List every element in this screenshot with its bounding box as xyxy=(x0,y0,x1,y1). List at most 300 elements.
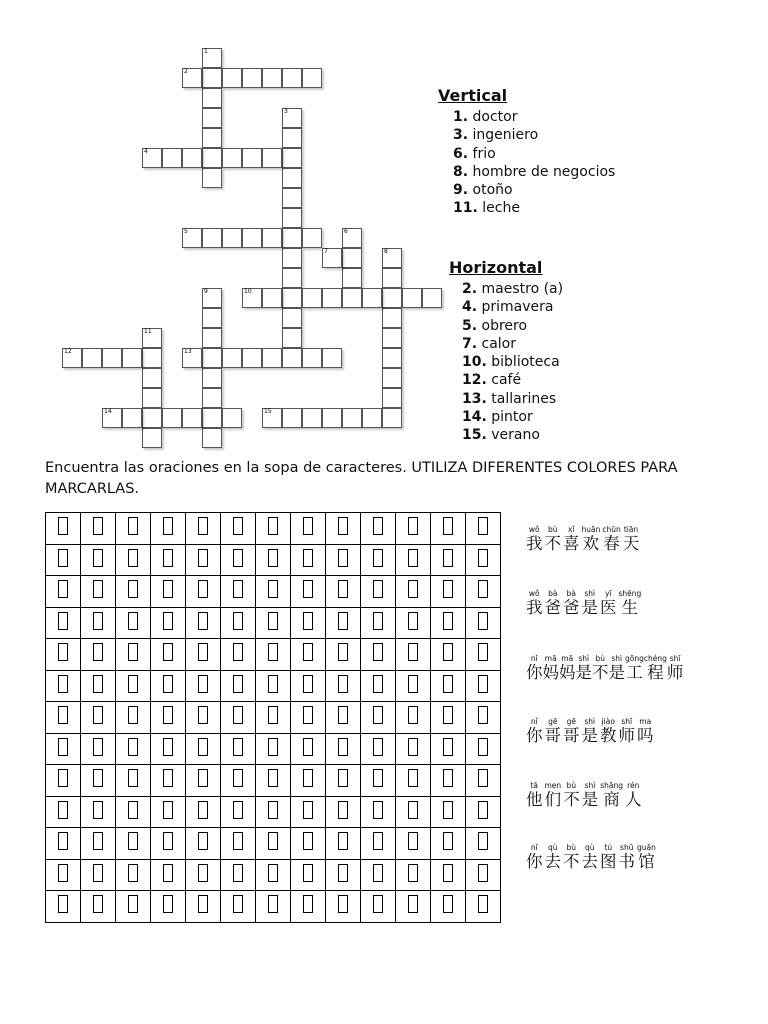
word-search-cell[interactable] xyxy=(256,639,291,671)
word-search-cell[interactable] xyxy=(46,859,81,891)
word-search-cell[interactable] xyxy=(396,796,431,828)
crossword-cell[interactable] xyxy=(202,128,222,148)
missing-glyph-icon xyxy=(408,580,418,598)
crossword-cell[interactable] xyxy=(202,88,222,108)
word-search-cell[interactable] xyxy=(326,733,361,765)
word-search-cell[interactable] xyxy=(396,576,431,608)
crossword-cell[interactable] xyxy=(222,348,242,368)
word-search-cell[interactable] xyxy=(466,702,501,734)
word-search-cell[interactable] xyxy=(361,765,396,797)
word-search-cell[interactable] xyxy=(221,607,256,639)
crossword-cell[interactable] xyxy=(202,328,222,348)
word-search-cell[interactable] xyxy=(186,733,221,765)
crossword-cell[interactable] xyxy=(382,388,402,408)
word-search-cell[interactable] xyxy=(431,828,466,860)
crossword-cell[interactable] xyxy=(382,308,402,328)
crossword-cell[interactable] xyxy=(142,328,162,348)
crossword-cell[interactable] xyxy=(282,248,302,268)
hanzi: 是 xyxy=(575,663,592,682)
word-search-cell[interactable] xyxy=(151,859,186,891)
word-search-cell[interactable] xyxy=(291,765,326,797)
word-search-cell[interactable] xyxy=(81,702,116,734)
crossword-cell[interactable] xyxy=(282,288,302,308)
word-search-cell[interactable] xyxy=(116,828,151,860)
word-search-cell[interactable] xyxy=(361,607,396,639)
word-search-cell[interactable] xyxy=(81,513,116,545)
crossword-cell[interactable] xyxy=(302,68,322,88)
crossword-cell[interactable] xyxy=(242,68,262,88)
word-search-cell[interactable] xyxy=(116,544,151,576)
word-search-cell[interactable] xyxy=(466,796,501,828)
word-search-cell[interactable] xyxy=(431,670,466,702)
crossword-cell[interactable] xyxy=(282,408,302,428)
clue-text: doctor xyxy=(468,109,518,125)
crossword-cell[interactable] xyxy=(342,248,362,268)
word-search-cell[interactable] xyxy=(186,576,221,608)
word-search-cell[interactable] xyxy=(361,733,396,765)
crossword-cell[interactable] xyxy=(162,148,182,168)
word-search-cell[interactable] xyxy=(116,765,151,797)
missing-glyph-icon xyxy=(303,517,313,535)
crossword-cell[interactable] xyxy=(142,368,162,388)
word-search-cell[interactable] xyxy=(361,670,396,702)
word-search-cell[interactable] xyxy=(291,607,326,639)
word-search-cell[interactable] xyxy=(151,607,186,639)
pinyin: shāng xyxy=(600,781,623,790)
word-search-cell[interactable] xyxy=(81,796,116,828)
word-search-cell[interactable] xyxy=(291,859,326,891)
word-search-cell[interactable] xyxy=(466,513,501,545)
word-search-cell[interactable] xyxy=(326,576,361,608)
word-search-cell[interactable] xyxy=(221,859,256,891)
crossword-cell[interactable] xyxy=(342,408,362,428)
crossword-clue-number: 9 xyxy=(204,288,208,295)
word-search-cell[interactable] xyxy=(221,544,256,576)
crossword-cell[interactable] xyxy=(242,288,262,308)
crossword-cell[interactable] xyxy=(102,408,122,428)
word-search-cell[interactable] xyxy=(186,702,221,734)
word-search-cell[interactable] xyxy=(326,859,361,891)
crossword-cell[interactable] xyxy=(382,408,402,428)
word-search-cell[interactable] xyxy=(151,576,186,608)
word-search-row xyxy=(46,544,501,576)
word-search-cell[interactable] xyxy=(151,670,186,702)
word-search-cell[interactable] xyxy=(46,576,81,608)
word-search-cell[interactable] xyxy=(326,513,361,545)
word-search-cell[interactable] xyxy=(326,828,361,860)
word-search-cell[interactable] xyxy=(221,576,256,608)
clue-item xyxy=(438,199,615,217)
word-search-cell[interactable] xyxy=(326,765,361,797)
crossword-cell[interactable] xyxy=(362,288,382,308)
word-search-cell[interactable] xyxy=(221,891,256,923)
word-search-cell[interactable] xyxy=(361,513,396,545)
crossword-cell[interactable] xyxy=(202,68,222,88)
word-search-cell[interactable] xyxy=(46,765,81,797)
crossword-cell[interactable] xyxy=(302,228,322,248)
word-search-cell[interactable] xyxy=(361,859,396,891)
word-search-cell[interactable] xyxy=(81,891,116,923)
crossword-cell[interactable] xyxy=(182,68,202,88)
word-search-cell[interactable] xyxy=(116,513,151,545)
crossword-cell[interactable] xyxy=(242,348,262,368)
crossword-cell[interactable] xyxy=(382,328,402,348)
missing-glyph-icon xyxy=(198,895,208,913)
word-search-cell[interactable] xyxy=(81,607,116,639)
word-search-cell[interactable] xyxy=(361,828,396,860)
word-search-cell[interactable] xyxy=(46,513,81,545)
crossword-cell[interactable] xyxy=(262,408,282,428)
crossword-cell[interactable] xyxy=(202,168,222,188)
word-search-cell[interactable] xyxy=(396,639,431,671)
sentence-word xyxy=(563,843,580,872)
word-search-cell[interactable] xyxy=(291,670,326,702)
word-search-cell[interactable] xyxy=(291,891,326,923)
crossword-cell[interactable] xyxy=(202,48,222,68)
missing-glyph-icon xyxy=(198,801,208,819)
crossword-cell[interactable] xyxy=(402,288,422,308)
crossword-cell[interactable] xyxy=(222,148,242,168)
crossword-cell[interactable] xyxy=(82,348,102,368)
word-search-cell[interactable] xyxy=(361,639,396,671)
crossword-cell[interactable] xyxy=(362,408,382,428)
clue-number: 4. xyxy=(462,299,478,316)
sentence-word xyxy=(625,654,644,683)
word-search-cell[interactable] xyxy=(291,796,326,828)
word-search-cell[interactable] xyxy=(151,765,186,797)
crossword-cell[interactable] xyxy=(282,168,302,188)
crossword-cell[interactable] xyxy=(142,148,162,168)
crossword-cell[interactable] xyxy=(202,308,222,328)
word-search-cell[interactable] xyxy=(466,765,501,797)
crossword-cell[interactable] xyxy=(262,148,282,168)
word-search-cell[interactable] xyxy=(81,859,116,891)
word-search-cell[interactable] xyxy=(361,544,396,576)
word-search-cell[interactable] xyxy=(291,702,326,734)
crossword-cell[interactable] xyxy=(322,248,342,268)
word-search-cell[interactable] xyxy=(326,796,361,828)
word-search-cell[interactable] xyxy=(431,576,466,608)
missing-glyph-icon xyxy=(128,801,138,819)
word-search-cell[interactable] xyxy=(221,639,256,671)
missing-glyph-icon xyxy=(408,549,418,567)
word-search-cell[interactable] xyxy=(186,670,221,702)
missing-glyph-icon xyxy=(443,643,453,661)
word-search-cell[interactable] xyxy=(186,544,221,576)
word-search-cell[interactable] xyxy=(431,859,466,891)
word-search-cell[interactable] xyxy=(116,891,151,923)
hanzi: 商 xyxy=(603,790,620,809)
word-search-cell[interactable] xyxy=(221,702,256,734)
word-search-cell[interactable] xyxy=(81,733,116,765)
word-search-cell[interactable] xyxy=(291,544,326,576)
word-search-cell[interactable] xyxy=(116,796,151,828)
missing-glyph-icon xyxy=(408,864,418,882)
word-search-cell[interactable] xyxy=(431,544,466,576)
word-search-cell[interactable] xyxy=(466,670,501,702)
word-search-cell[interactable] xyxy=(396,859,431,891)
word-search-cell[interactable] xyxy=(361,796,396,828)
crossword-cell[interactable] xyxy=(282,308,302,328)
crossword-cell[interactable] xyxy=(182,148,202,168)
crossword-cell[interactable] xyxy=(282,128,302,148)
crossword-cell[interactable] xyxy=(102,348,122,368)
word-search-cell[interactable] xyxy=(151,639,186,671)
missing-glyph-icon xyxy=(268,612,278,630)
word-search-cell[interactable] xyxy=(186,607,221,639)
word-search-cell[interactable] xyxy=(396,702,431,734)
word-search-cell[interactable] xyxy=(221,670,256,702)
word-search-cell[interactable] xyxy=(396,765,431,797)
word-search-cell[interactable] xyxy=(291,639,326,671)
word-search-cell[interactable] xyxy=(326,891,361,923)
word-search-cell[interactable] xyxy=(81,670,116,702)
word-search-cell[interactable] xyxy=(396,544,431,576)
crossword-cell[interactable] xyxy=(222,228,242,248)
pinyin: shī xyxy=(669,654,681,663)
word-search-cell[interactable] xyxy=(256,670,291,702)
missing-glyph-icon xyxy=(128,612,138,630)
word-search-cell[interactable] xyxy=(46,607,81,639)
word-search-cell[interactable] xyxy=(291,733,326,765)
crossword-cell[interactable] xyxy=(322,408,342,428)
crossword-cell[interactable] xyxy=(302,408,322,428)
crossword-cell[interactable] xyxy=(282,348,302,368)
word-search-cell[interactable] xyxy=(46,639,81,671)
crossword-cell[interactable] xyxy=(202,108,222,128)
crossword-cell[interactable] xyxy=(202,408,222,428)
word-search-cell[interactable] xyxy=(256,859,291,891)
word-search-cell[interactable] xyxy=(116,670,151,702)
word-search-cell[interactable] xyxy=(81,639,116,671)
crossword-cell[interactable] xyxy=(342,228,362,248)
crossword-cell[interactable] xyxy=(182,348,202,368)
crossword-cell[interactable] xyxy=(222,408,242,428)
word-search-cell[interactable] xyxy=(431,891,466,923)
crossword-cell[interactable] xyxy=(262,348,282,368)
missing-glyph-icon xyxy=(443,675,453,693)
crossword-cell[interactable] xyxy=(382,348,402,368)
crossword-cell[interactable] xyxy=(142,408,162,428)
word-search-cell[interactable] xyxy=(361,891,396,923)
clue-item xyxy=(449,280,563,298)
word-search-cell[interactable] xyxy=(256,513,291,545)
word-search-cell[interactable] xyxy=(361,702,396,734)
missing-glyph-icon xyxy=(408,769,418,787)
crossword-cell[interactable] xyxy=(322,288,342,308)
sentence-word xyxy=(600,781,623,810)
word-search-cell[interactable] xyxy=(151,796,186,828)
crossword-cell[interactable] xyxy=(282,208,302,228)
word-search-cell[interactable] xyxy=(186,891,221,923)
crossword-cell[interactable] xyxy=(242,148,262,168)
word-search-cell[interactable] xyxy=(326,639,361,671)
word-search-cell[interactable] xyxy=(326,607,361,639)
word-search-cell[interactable] xyxy=(81,828,116,860)
word-search-cell[interactable] xyxy=(256,544,291,576)
word-search-cell[interactable] xyxy=(81,576,116,608)
missing-glyph-icon xyxy=(373,864,383,882)
word-search-cell[interactable] xyxy=(46,733,81,765)
crossword-clue-number: 11 xyxy=(144,328,152,335)
word-search-cell[interactable] xyxy=(431,796,466,828)
word-search-cell[interactable] xyxy=(466,639,501,671)
crossword-cell[interactable] xyxy=(182,408,202,428)
word-search-cell[interactable] xyxy=(221,733,256,765)
word-search-cell[interactable] xyxy=(291,513,326,545)
word-search-cell[interactable] xyxy=(256,576,291,608)
word-search-cell[interactable] xyxy=(81,765,116,797)
crossword-cell[interactable] xyxy=(382,248,402,268)
crossword-cell[interactable] xyxy=(262,288,282,308)
word-search-cell[interactable] xyxy=(256,702,291,734)
crossword-cell[interactable] xyxy=(202,348,222,368)
word-search-cell[interactable] xyxy=(256,891,291,923)
word-search-cell[interactable] xyxy=(81,544,116,576)
word-search-cell[interactable] xyxy=(431,639,466,671)
crossword-cell[interactable] xyxy=(282,328,302,348)
word-search-cell[interactable] xyxy=(221,828,256,860)
word-search-cell[interactable] xyxy=(151,544,186,576)
word-search-cell[interactable] xyxy=(431,702,466,734)
crossword-cell[interactable] xyxy=(322,348,342,368)
crossword-cell[interactable] xyxy=(262,228,282,248)
word-search-cell[interactable] xyxy=(151,513,186,545)
crossword-cell[interactable] xyxy=(142,388,162,408)
word-search-cell[interactable] xyxy=(431,513,466,545)
crossword-cell[interactable] xyxy=(142,348,162,368)
pinyin: tā xyxy=(530,781,539,790)
sentence-word xyxy=(582,781,599,810)
word-search-cell[interactable] xyxy=(46,544,81,576)
word-search-cell[interactable] xyxy=(116,733,151,765)
word-search-cell[interactable] xyxy=(186,859,221,891)
missing-glyph-icon xyxy=(163,706,173,724)
word-search-cell[interactable] xyxy=(326,670,361,702)
word-search-cell[interactable] xyxy=(186,828,221,860)
crossword-cell[interactable] xyxy=(302,288,322,308)
word-search-cell[interactable] xyxy=(186,796,221,828)
word-search-cell[interactable] xyxy=(151,891,186,923)
word-search-cell[interactable] xyxy=(466,607,501,639)
crossword-cell[interactable] xyxy=(162,408,182,428)
word-search-cell[interactable] xyxy=(186,513,221,545)
crossword-cell[interactable] xyxy=(382,288,402,308)
crossword-cell[interactable] xyxy=(122,408,142,428)
word-search-cell[interactable] xyxy=(361,576,396,608)
crossword-cell[interactable] xyxy=(382,368,402,388)
word-search-cell[interactable] xyxy=(326,544,361,576)
crossword-cell[interactable] xyxy=(302,348,322,368)
word-search-cell[interactable] xyxy=(151,702,186,734)
word-search-cell[interactable] xyxy=(396,828,431,860)
word-search-cell[interactable] xyxy=(466,859,501,891)
word-search-cell[interactable] xyxy=(431,607,466,639)
word-search-cell[interactable] xyxy=(466,544,501,576)
word-search-cell[interactable] xyxy=(221,765,256,797)
crossword-clue-number: 5 xyxy=(184,228,188,235)
crossword-cell[interactable] xyxy=(262,68,282,88)
word-search-cell[interactable] xyxy=(186,765,221,797)
crossword-cell[interactable] xyxy=(142,428,162,448)
crossword-cell[interactable] xyxy=(282,188,302,208)
crossword-cell[interactable] xyxy=(242,228,262,248)
word-search-cell[interactable] xyxy=(256,796,291,828)
word-search-cell[interactable] xyxy=(466,828,501,860)
word-search-cell[interactable] xyxy=(396,891,431,923)
crossword-cell[interactable] xyxy=(342,268,362,288)
missing-glyph-icon xyxy=(58,738,68,756)
crossword-cell[interactable] xyxy=(282,148,302,168)
word-search-cell[interactable] xyxy=(151,733,186,765)
word-search-cell[interactable] xyxy=(46,796,81,828)
word-search-cell[interactable] xyxy=(431,733,466,765)
word-search-cell[interactable] xyxy=(116,639,151,671)
word-search-cell[interactable] xyxy=(46,828,81,860)
word-search-row xyxy=(46,513,501,545)
word-search-cell[interactable] xyxy=(221,513,256,545)
word-search-cell[interactable] xyxy=(256,607,291,639)
word-search-cell[interactable] xyxy=(256,733,291,765)
crossword-cell[interactable] xyxy=(342,288,362,308)
word-search-cell[interactable] xyxy=(116,576,151,608)
crossword-cell[interactable] xyxy=(182,228,202,248)
missing-glyph-icon xyxy=(443,801,453,819)
crossword-cell[interactable] xyxy=(282,268,302,288)
word-search-cell[interactable] xyxy=(466,891,501,923)
clue-item xyxy=(438,145,615,163)
word-search-cell[interactable] xyxy=(466,576,501,608)
crossword-cell[interactable] xyxy=(422,288,442,308)
crossword-cell[interactable] xyxy=(202,368,222,388)
word-search-cell[interactable] xyxy=(396,513,431,545)
crossword-cell[interactable] xyxy=(282,228,302,248)
word-search-cell[interactable] xyxy=(291,576,326,608)
word-search-cell[interactable] xyxy=(116,607,151,639)
word-search-cell[interactable] xyxy=(291,828,326,860)
word-search-cell[interactable] xyxy=(256,828,291,860)
word-search-cell[interactable] xyxy=(396,607,431,639)
crossword-cell[interactable] xyxy=(202,228,222,248)
crossword-cell[interactable] xyxy=(282,68,302,88)
word-search-cell[interactable] xyxy=(46,670,81,702)
word-search-cell[interactable] xyxy=(151,828,186,860)
crossword-cell[interactable] xyxy=(202,148,222,168)
word-search-cell[interactable] xyxy=(431,765,466,797)
crossword-cell[interactable] xyxy=(382,268,402,288)
crossword-cell[interactable] xyxy=(62,348,82,368)
missing-glyph-icon xyxy=(338,643,348,661)
crossword-cell[interactable] xyxy=(222,68,242,88)
word-search-cell[interactable] xyxy=(46,702,81,734)
word-search-cell[interactable] xyxy=(116,702,151,734)
word-search-cell[interactable] xyxy=(396,670,431,702)
word-search-cell[interactable] xyxy=(186,639,221,671)
word-search-cell[interactable] xyxy=(116,859,151,891)
word-search-cell[interactable] xyxy=(466,733,501,765)
crossword-cell[interactable] xyxy=(202,288,222,308)
word-search-cell[interactable] xyxy=(221,796,256,828)
word-search-cell[interactable] xyxy=(256,765,291,797)
word-search-cell[interactable] xyxy=(46,891,81,923)
word-search-cell[interactable] xyxy=(396,733,431,765)
crossword-cell[interactable] xyxy=(122,348,142,368)
word-search-cell[interactable] xyxy=(326,702,361,734)
crossword-cell[interactable] xyxy=(202,388,222,408)
crossword-cell[interactable] xyxy=(202,428,222,448)
crossword-clue-number: 1 xyxy=(204,48,208,55)
crossword-cell[interactable] xyxy=(282,108,302,128)
